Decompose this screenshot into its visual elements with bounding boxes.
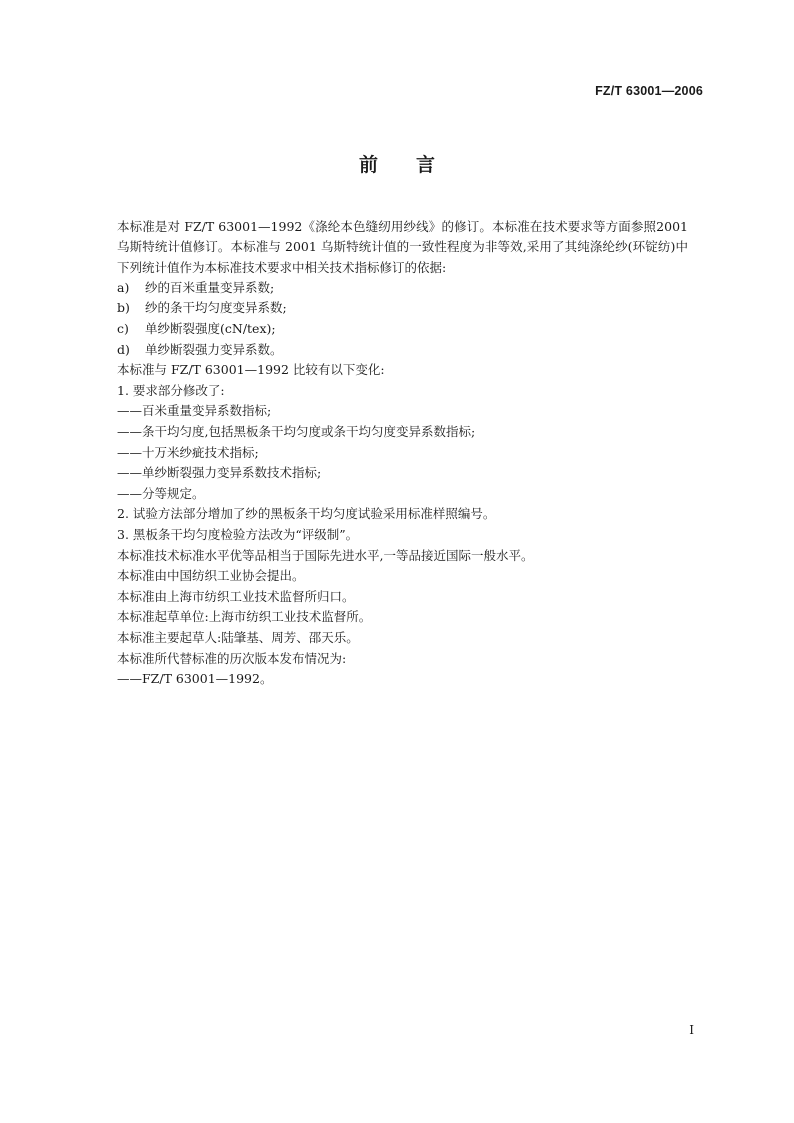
- page-number: I: [689, 1023, 694, 1037]
- text-line: ——分等规定。: [117, 485, 205, 501]
- text-line: 本标准由中国纺织工业协会提出。: [117, 568, 305, 584]
- text-line: 本标准起草单位:上海市纺织工业技术监督所。: [117, 609, 372, 625]
- list-item: [117, 340, 688, 361]
- text-line: 2. 试验方法部分增加了纱的黑板条干均匀度试验采用标准样照编号。: [117, 506, 496, 522]
- list-item-text: 单纱断裂强力变异系数。: [145, 341, 283, 357]
- document-body: [117, 217, 688, 690]
- list-marker: b): [117, 300, 130, 316]
- text-line: 本标准所代替标准的历次版本发布情况为:: [117, 650, 347, 666]
- text-line: 本标准主要起草人:陆肇基、周芳、邵天乐。: [117, 629, 359, 645]
- page-title: 前言: [358, 154, 473, 176]
- text-line: 3. 黑板条干均匀度检验方法改为“评级制”。: [117, 527, 359, 543]
- list-item: [117, 298, 688, 319]
- list-item: [117, 319, 688, 340]
- list-item: [117, 278, 688, 299]
- text-line: 本标准由上海市纺织工业技术监督所归口。: [117, 588, 355, 604]
- intro-paragraph: 本标准是对 FZ/T 63001—1992《涤纶本色缝纫用纱线》的修订。本标准在技术要求等方面参照2001 乌斯特统计值修订。本标准与 2001 乌斯特统计值的一致性程度为非等效,采用了其纯涤纶纱(环锭纺)中下列统计值作为本标准技术要求中相关技术指标修订的依据:: [117, 219, 688, 275]
- list-marker: c): [117, 321, 129, 337]
- list-item-text: 单纱断裂强度(cN/tex);: [145, 321, 276, 337]
- list-marker: a): [117, 279, 130, 295]
- text-line: ——十万米纱疵技术指标;: [117, 444, 259, 460]
- text-line: ——单纱断裂强力变异系数技术指标;: [117, 465, 322, 481]
- text-line: 本标准技术标准水平优等品相当于国际先进水平,一等品接近国际一般水平。: [117, 547, 534, 563]
- text-line: ——条干均匀度,包括黑板条干均匀度或条干均匀度变异系数指标;: [117, 424, 476, 440]
- text-line: ——FZ/T 63001—1992。: [117, 671, 273, 687]
- text-line: ——百米重量变异系数指标;: [117, 403, 272, 419]
- list-item-text: 纱的百米重量变异系数;: [145, 279, 275, 295]
- list-item-text: 纱的条干均匀度变异系数;: [145, 300, 287, 316]
- text-line: 1. 要求部分修改了:: [117, 382, 225, 398]
- standard-code: FZ/T 63001—2006: [595, 84, 703, 98]
- text-line: 本标准与 FZ/T 63001—1992 比较有以下变化:: [117, 362, 385, 378]
- list-marker: d): [117, 341, 130, 357]
